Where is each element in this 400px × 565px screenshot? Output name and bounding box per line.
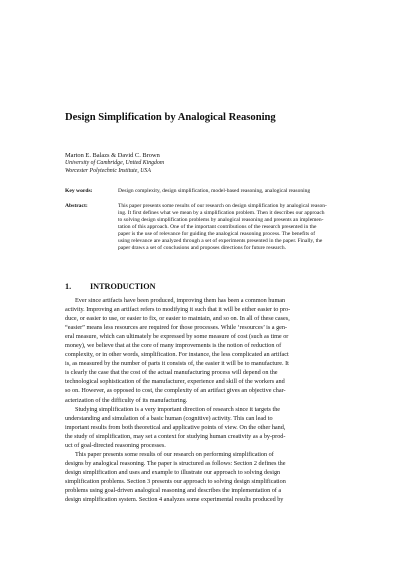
body-line: designs by analogical reasoning. The paper is structured as follows: Section 2 defines the <box>65 459 286 467</box>
body-line: uct of goal-directed reasoning processes. <box>65 441 166 449</box>
body-line: Ever since artifacts have been produced, improving them has been a common human <box>75 297 286 304</box>
keywords-text: Design complexity, design simplification, model-based reasoning, analogical reasoning <box>118 188 311 194</box>
paper-title: Design Simplification by Analogical Reasoning <box>65 112 276 123</box>
affiliation-2: Worcester Polytechnic Institute, USA <box>65 168 151 174</box>
body-line: acterization of the difficulty of its manufacturing. <box>65 396 188 404</box>
body-line: the study of simplification, may set a context for studying human creativity as a by-prod- <box>65 432 286 440</box>
body-line: is clearly the case that the cost of the actual manufacturing process will depend on the <box>65 369 278 377</box>
body-line: technological sophistication of the manufacturer, experience and skill of the workers and <box>65 378 285 386</box>
author-names: Marton E. Balazs & David C. Brown <box>65 152 160 159</box>
abstract-line: This paper presents some results of our research on design simplification by analogical reason- <box>118 203 327 209</box>
body-line: problems using goal-driven analogical reasoning and describes the implementation of a <box>65 486 282 494</box>
body-line: important results from both theoretical and applicative points of view. On the other hand, <box>65 423 286 431</box>
body-line: design simplification and uses and example to illustrate our approach to solving design <box>65 468 281 476</box>
abstract-line: ing. It first defines what we mean by a simplification problem. Then it describes our approach <box>118 210 325 216</box>
section-number: 1. <box>65 282 72 291</box>
body-line: duce, or easier to use, or easier to fix, or easier to maintain, and so on. In all of these cases, <box>65 315 290 323</box>
body-line: activity. Improving an artifact refers to modifying it such that it will be either easier to pro- <box>65 306 291 314</box>
body-line: This paper presents some results of our research on performing simplification of <box>75 450 274 458</box>
section-heading: INTRODUCTION <box>90 282 156 291</box>
abstract-line: to solving design simplification problems by analogical reasoning and presents an implemen- <box>118 217 324 223</box>
abstract-text <box>118 203 400 252</box>
abstract-line: using relevance are analyzed through a set of experiments presented in the paper. Finally, the <box>118 238 323 244</box>
body-line: money), we believe that at the core of many improvements is the notion of reduction of <box>65 342 282 350</box>
affiliation-1: University of Cambridge, United Kingdom <box>65 160 165 166</box>
keywords-label: Key words: <box>65 188 93 194</box>
abstract-line: paper draws a set of conclusions and proposes directions for future research. <box>118 245 286 251</box>
body-line: design simplification system. Section 4 analyzes some experimental results produced by <box>65 496 284 504</box>
body-line: is, as measured by the number of parts it consists of, the easier it will be to manufacture. It <box>65 360 289 368</box>
abstract-label: Abstract: <box>65 203 88 209</box>
body-line: understanding and simulation of a basic human (cognitive) activity. This can lead to <box>65 414 273 422</box>
body-line: complexity, or in other words, simplification. For instance, the less complicated an artifact <box>65 351 289 359</box>
abstract-line: paper is the use of relevance for guiding the analogical reasoning process. The benefits of <box>118 231 316 237</box>
body-line: “easier” means less resources are required for those processes. While ‘resources’ is a gen- <box>65 324 288 332</box>
body-line: Studying simplification is a very important direction of research since it targets the <box>75 405 281 413</box>
body-line: so on. However, as opposed to cost, the complexity of an artifact gives an objective char- <box>65 387 286 395</box>
body-line: simplification problems. Section 3 presents our approach to solving design simplification <box>65 477 286 485</box>
abstract-line: tation of this approach. One of the important contributions of the research presented in the <box>118 224 317 230</box>
introduction-body <box>65 296 400 504</box>
body-line: eral measure, which can ultimately be expressed by some measure of cost (such as time or <box>65 333 289 341</box>
